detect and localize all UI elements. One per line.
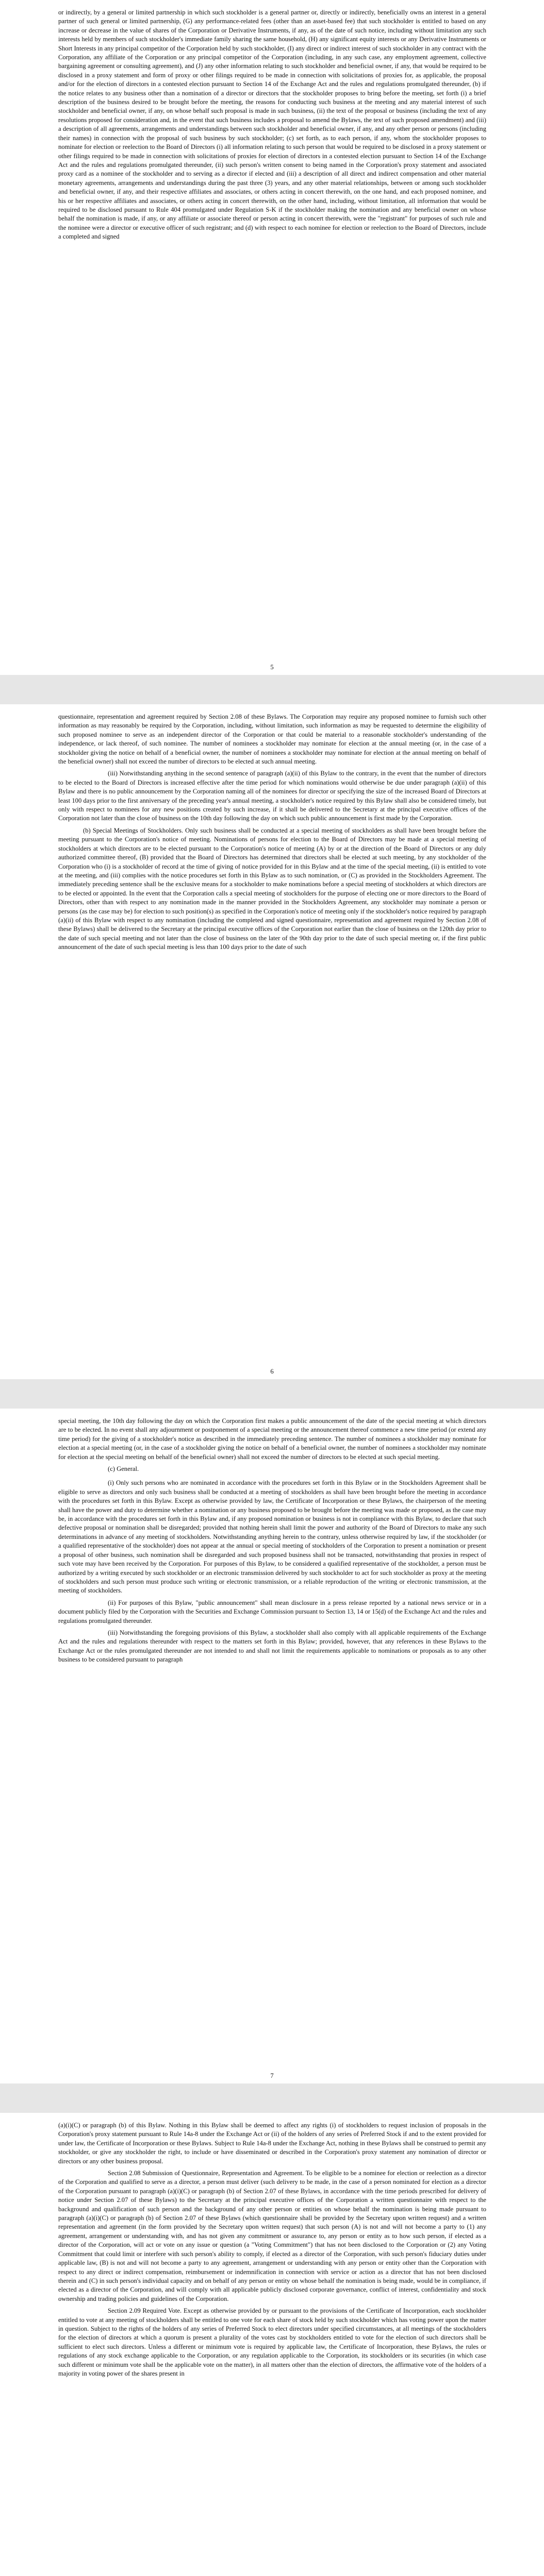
page-body: [58, 8, 486, 245]
body-paragraph: (b) Special Meetings of Stockholders. Only such business shall be conducted at a special meeting of stockholders as shall have been brought before the meeting pursuant to the Corporation's notice of meeting. Nominations of persons for election to the Board of Directors may be made at a special meeting of stockholders at which directors are to be elected pursuant to the Corporation's notice of meeting (A) by or at the direction of the Board of Directors or any duly authorized committee thereof, (B) provided that the Board of Directors has determined that directors shall be elected at such meeting, by any stockholder of the Corporation who (i) is a stockholder of record at the time of giving of notice provided for in this Bylaw and at the time of the special meeting, (ii) is entitled to vote at the meeting, and (iii) complies with the notice procedures set forth in this Bylaw as to such nomination, or (C) as provided in the Stockholders Agreement. The immediately preceding sentence shall be the exclusive means for a stockholder to make nominations before a special meeting of stockholders at which directors are to be elected or appointed. In the event that the Corporation calls a special meeting of stockholders for the purpose of electing one or more directors to the Board of Directors, other than with respect to any nomination made in the manner provided in the Stockholders Agreement, any stockholder may nominate a person or persons (as the case may be) for election to such position(s) as specified in the Corporation's notice of meeting only if the stockholder's notice required by paragraph (a)(ii) of this Bylaw with respect to any nomination (including the completed and signed questionnaire, representation and agreement required by Section 2.08 of these Bylaws) shall be delivered to the Secretary at the principal executive offices of the Corporation not earlier than the close of business on the 120th day prior to the date of such special meeting and not later than the close of business on the later of the 90th day prior to the date of such special meeting or, if the first public announcement of the date of such special meeting is less than 100 days prior to the date of such: [58, 826, 486, 951]
document-page-5: [0, 0, 544, 675]
body-paragraph: (iii) Notwithstanding anything in the second sentence of paragraph (a)(ii) of this Bylaw to the contrary, in the event that the number of directors to be elected to the Board of Directors is increased effective after the time period for which nominations would otherwise be due under paragraph (a)(ii) of this Bylaw and there is no public announcement by the Corporation naming all of the nominees for director or specifying the size of the increased Board of Directors at least 100 days prior to the first anniversary of the preceding year's annual meeting, a stockholder's notice required by this Bylaw shall also be considered timely, but only with respect to nominees for any new positions created by such increase, if it shall be delivered to the Secretary at the principal executive offices of the Corporation not later than the close of business on the 10th day following the day on which such public announcement is first made by the Corporation.: [58, 770, 486, 822]
body-paragraph: (a)(i)(C) or paragraph (b) of this Bylaw. Nothing in this Bylaw shall be deemed to affect any rights (i) of stockholders to request inclusion of proposals in the Corporation's proxy statement pursuant to Rule 14a-8 under the Exchange Act or (ii) of the holders of any series of Preferred Stock if and to the extent provided for under law, the Certificate of Incorporation or these Bylaws. Subject to Rule 14a-8 under the Exchange Act, nothing in these Bylaws shall be construed to permit any stockholder, or give any stockholder the right, to include or have disseminated or described in the Corporation's proxy statement any nomination of director or directors or any other business proposal.: [58, 2122, 486, 2165]
page-number: 7: [270, 2072, 274, 2079]
section-2-09-paragraph: Section 2.09 Required Vote. Except as otherwise provided by or pursuant to the provisions of the Certificate of Incorporation, each stockholder entitled to vote at any meeting of stockholders shall be entitled to one vote for each share of stock held by such stockholder which has voting power upon the matter in question. Subject to the rights of the holders of any series of Preferred Stock to elect directors under specified circumstances, at all meetings of the stockholders for the election of directors at which a quorum is present a plurality of the votes cast by stockholders entitled to vote for the election of such directors shall be sufficient to elect such directors. Unless a different or minimum vote is required by applicable law, the Certificate of Incorporation, these Bylaws, the rules or regulations of any stock exchange applicable to the Corporation, or any regulation applicable to the Corporation, its stockholders or its securities (in which case such different or minimum vote shall be the applicable vote on the matter), in all matters other than the election of directors, the affirmative vote of the holders of a majority in voting power of the shares present in: [58, 2307, 486, 2377]
document-page-7: [0, 1409, 544, 2083]
body-paragraph: (i) Only such persons who are nominated in accordance with the procedures set forth in this Bylaw or in the Stockholders Agreement shall be eligible to serve as directors and only such business shall be conducted at a meeting of stockholders as shall have been brought before the meeting in accordance with the procedures set forth in this Bylaw. Except as otherwise provided by law, the Certificate of Incorporation or these Bylaws, the chairperson of the meeting shall have the power and duty to determine whether a nomination or any business proposed to be brought before the meeting was made or proposed, as the case may be, in accordance with the procedures set forth in this Bylaw and, if any proposed nomination or business is not in compliance with this Bylaw, to declare that such defective proposal or nomination shall be disregarded; provided that nothing herein shall limit the power and authority of the Board of Directors to make any such determinations in advance of any meeting of stockholders. Notwithstanding anything herein to the contrary, unless otherwise required by law, if the stockholder (or a qualified representative of the stockholder) does not appear at the annual or special meeting of stockholders of the Corporation to present a nomination or present a proposal of other business, such nomination shall be disregarded and such proposed business shall not be transacted, notwithstanding that proxies in respect of such vote may have been received by the Corporation. For purposes of this Bylaw, to be considered a qualified representative of the stockholder, a person must be authorized by a writing executed by such stockholder or an electronic transmission delivered by such stockholder to act for such stockholder as proxy at the meeting of stockholders and such person must produce such writing or electronic transmission, or a reliable reproduction of the writing or electronic transmission, at the meeting of stockholders.: [58, 1479, 486, 1595]
section-heading-general: (c) General.: [108, 1465, 139, 1473]
section-2-08-paragraph: Section 2.08 Submission of Questionnaire, Representation and Agreement. To be eligible to be a nominee for election or reelection as a director of the Corporation and qualified to serve as a director, a person must deliver (such delivery to be made, in the case of a person nominated for election as a director of the Corporation pursuant to paragraph (a)(i)(C) or paragraph (b) of Section 2.07 of these Bylaws, in accordance with the time periods prescribed for delivery of notice under Section 2.07 of these Bylaws) to the Secretary at the principal executive offices of the Corporation a written questionnaire with respect to the background and qualification of such person and the background of any other person or entities on whose behalf the nomination is being made pursuant to paragraph (a)(i)(C) or paragraph (b) of Section 2.07 of these Bylaws (which questionnaire shall be provided by the Secretary upon written request) and a written representation and agreement (in the form provided by the Secretary upon written request) that such person (A) is not and will not become a party to (1) any agreement, arrangement or understanding with, and has not given any commitment or assurance to, any person or entity as to how such person, if elected as a director of the Corporation, will act or vote on any issue or question (a "Voting Commitment") that has not been disclosed to the Corporation or (2) any Voting Commitment that could limit or interfere with such person's ability to comply, if elected as a director of the Corporation, with such person's fiduciary duties under applicable law, (B) is not and will not become a party to any agreement, arrangement or understanding with any person or entity other than the Corporation with respect to any direct or indirect compensation, reimbursement or indemnification in connection with service or action as a director that has not been disclosed therein and (C) in such person's individual capacity and on behalf of any person or entity on whose behalf the nomination is being made, would be in compliance, if elected as a director of the Corporation, and will comply with all applicable publicly disclosed corporate governance, conflict of interest, confidentiality and stock ownership and trading policies and guidelines of the Corporation.: [58, 2170, 486, 2302]
page-body: [58, 713, 486, 955]
page-number: 5: [270, 664, 274, 671]
body-paragraph: special meeting, the 10th day following the day on which the Corporation first makes a public announcement of the date of the special meeting at which directors are to be elected. In no event shall any adjournment or postponement of a special meeting or the announcement thereof commence a new time period (or extend any time period) for the giving of a stockholder's notice as described in the immediately preceding sentence. The number of nominees a stockholder may nominate for election at a special meeting (or, in the case of a stockholder giving the notice on behalf of a beneficial owner, the number of nominees a stockholder may nominate for election at the special meeting on behalf of the beneficial owner) shall not exceed the number of directors to be elected at such special meeting.: [58, 1417, 486, 1461]
body-paragraph: or indirectly, by a general or limited partnership in which such stockholder is a general partner or, directly or indirectly, beneficially owns an interest in a general partner of such general or limited partnership, (G) any performance-related fees (other than an asset-based fee) that such stockholder is entitled to based on any increase or decrease in the value of shares of the Corporation or Derivative Instruments, if any, as of the date of such notice, including without limitation any such interests held by members of such stockholder's immediate family sharing the same household, (H) any significant equity interests or any Derivative Instruments or Short Interests in any principal competitor of the Corporation held by such stockholder, (I) any direct or indirect interest of such stockholder in any contract with the Corporation, any affiliate of the Corporation or any principal competitor of the Corporation (including, in any such case, any employment agreement, collective bargaining agreement or consulting agreement), and (J) any other information relating to such stockholder and beneficial owner, if any, that would be required to be disclosed in a proxy statement and form of proxy or other filings required to be made in connection with solicitations of proxies for, as applicable, the proposal and/or for the election of directors in a contested election pursuant to Section 14 of the Exchange Act and the rules and regulations promulgated thereunder, (b) if the notice relates to any business other than a nomination of a director or directors that the stockholder proposes to bring before the meeting, set forth (i) a brief description of the business desired to be brought before the meeting, the reasons for conducting such business at the meeting and any material interest of such stockholder and beneficial owner, if any, on whose behalf such proposal is made in such business, (ii) the text of the proposal or business (including the text of any resolutions proposed for consideration and, in the event that such business includes a proposal to amend the Bylaws, the text of such proposed amendment) and (iii) a description of all agreements, arrangements and understandings between such stockholder and beneficial owner, if any, and any other person or persons (including their names) in connection with the proposal of such business by such stockholder; (c) set forth, as to each person, if any, whom the stockholder proposes to nominate for election or reelection to the Board of Directors (i) all information relating to such person that would be required to be disclosed in a proxy statement or other filings required to be made in connection with solicitations of proxies for election of directors in a contested election pursuant to Section 14 of the Exchange Act and the rules and regulations promulgated thereunder, (ii) such person's written consent to being named in the Corporation's proxy statement and associated proxy card as a nominee of the stockholder and to serving as a director if elected and (iii) a description of all direct and indirect compensation and other material monetary agreements, arrangements and understandings during the past three (3) years, and any other material relationships, between or among such stockholder and beneficial owner, if any, and their respective affiliates and associates, or others acting in concert therewith, on the one hand, and each proposed nominee, and his or her respective affiliates and associates, or others acting in concert therewith, on the other hand, including, without limitation, all information that would be required to be disclosed pursuant to Rule 404 promulgated under Regulation S-K if the stockholder making the nomination and any beneficial owner on whose behalf the nomination is made, if any, or any affiliate or associate thereof or person acting in concert therewith, were the "registrant" for purposes of such rule and the nominee were a director or executive officer of such registrant; and (d) with respect to each nominee for election or reelection to the Board of Directors, include a completed and signed: [58, 9, 486, 241]
document-page-6: [0, 704, 544, 1379]
body-paragraph: (ii) For purposes of this Bylaw, "public announcement" shall mean disclosure in a press release reported by a national news service or in a document publicly filed by the Corporation with the Securities and Exchange Commission pursuant to Section 13, 14 or 15(d) of the Exchange Act and the rules and regulations promulgated thereunder.: [58, 1599, 486, 1624]
body-paragraph: questionnaire, representation and agreement required by Section 2.08 of these Bylaws. The Corporation may require any proposed nominee to furnish such other information as may reasonably be required by the Corporation, including, without limitation, such information as may be requested to determine the eligibility of such proposed nominee to serve as an independent director of the Corporation or that could be material to a reasonable stockholder's understanding of the independence, or lack thereof, of such nominee. The number of nominees a stockholder may nominate for election at the annual meeting (or, in the case of a stockholder giving the notice on behalf of a beneficial owner, the number of nominees a stockholder may nominate for election at the annual meeting on behalf of the beneficial owner) shall not exceed the number of directors to be elected at such annual meeting.: [58, 713, 486, 766]
document-page-8: [0, 2113, 544, 2576]
body-paragraph: (iii) Notwithstanding the foregoing provisions of this Bylaw, a stockholder shall also comply with all applicable requirements of the Exchange Act and the rules and regulations thereunder with respect to the matters set forth in this Bylaw; provided, however, that any references in these Bylaws to the Exchange Act or the rules promulgated thereunder are not intended to and shall not limit the requirements applicable to nominations or proposals as to any other business to be considered pursuant to paragraph: [58, 1629, 486, 1664]
page-number: 6: [270, 1368, 274, 1375]
page-body: [58, 2121, 486, 2381]
page-body: [58, 1417, 486, 1668]
